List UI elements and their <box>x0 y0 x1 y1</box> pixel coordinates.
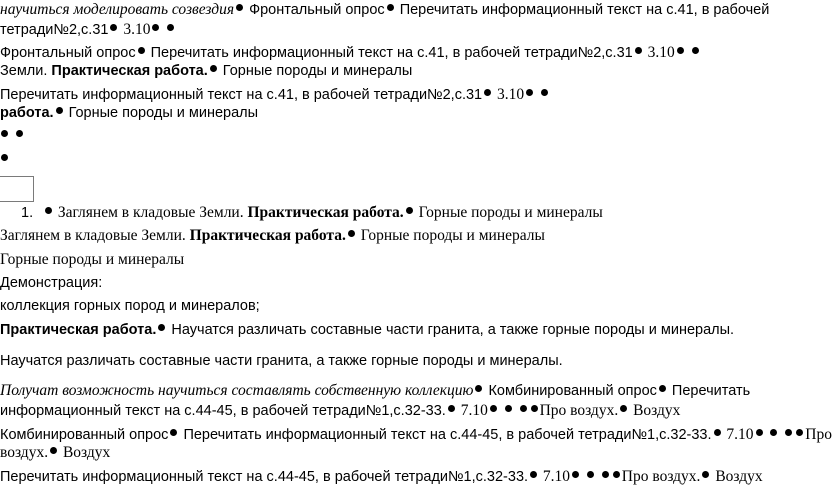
text-line-4 <box>0 61 412 81</box>
practical-work-label: Практическая работа. <box>247 204 404 221</box>
bullet-icon <box>138 47 145 54</box>
bullet-icon <box>677 47 684 54</box>
bullet-icon <box>1 154 8 161</box>
text-fragment: Перечитать информационный текст на с.41, в рабочей тетради№2,с.31 <box>146 45 633 61</box>
bullet-icon <box>541 89 548 96</box>
text-fragment: 7.10 <box>456 402 488 419</box>
text-fragment: Заглянем в кладовые Земли. <box>53 204 248 221</box>
text-fragment: Фронтальный опрос <box>0 45 136 61</box>
practical-work-label: Практическая работа. <box>51 63 208 79</box>
bullet-icon <box>16 130 23 137</box>
bullet-icon <box>635 47 642 54</box>
list-number: 1. <box>21 205 34 221</box>
text-fragment: Воздух <box>59 444 111 461</box>
text-fragment: Перечитать информационный текст на с.44-45, в рабочей тетради№1,с.32-33. <box>179 427 712 443</box>
text-fragment: Перечитать информационный текст на с.44-45, в рабочей тетради№1,с.32-33. <box>0 469 529 485</box>
text-line-19 <box>0 443 110 463</box>
bullet-icon <box>490 405 497 412</box>
bullet-icon <box>170 429 177 436</box>
text-fragment: Воздух <box>629 402 681 419</box>
collection-text: коллекция горных пород и минералов; <box>0 298 260 314</box>
bullet-icon <box>110 24 117 31</box>
practical-work-label: работа. <box>0 105 54 121</box>
bullet-icon <box>796 429 803 436</box>
text-line-14 <box>0 320 734 340</box>
bullet-icon <box>406 207 413 214</box>
text-fragment: Научатся различать составные части гранита, а также горные породы и минералы. <box>167 322 735 338</box>
text-fragment: 3.10 <box>493 86 525 103</box>
text-fragment: Земли. <box>0 63 52 79</box>
bullet-line-7 <box>0 126 25 146</box>
text-fragment: тетради№2,с.31 <box>0 22 109 38</box>
numbered-list-item-1 <box>21 203 603 223</box>
text-line-18 <box>0 425 832 445</box>
bullet-icon <box>531 405 538 412</box>
text-line-1 <box>0 0 769 20</box>
text-fragment: 3.10 <box>643 44 675 61</box>
text-fragment: Заглянем в кладовые Земли. <box>0 227 190 244</box>
bullet-icon <box>45 207 52 214</box>
text-line-3 <box>0 43 701 63</box>
text-fragment: 3.10 <box>119 21 151 38</box>
practical-work-label: Практическая работа. <box>0 322 157 338</box>
bullet-icon <box>520 405 527 412</box>
learning-goal-italic: научиться моделировать созвездия <box>0 1 235 18</box>
text-fragment: Перечитать информационный текст на с.41, в рабочей <box>395 2 770 18</box>
bullet-icon <box>785 429 792 436</box>
bullet-icon <box>587 471 594 478</box>
practical-work-label: Практическая работа. <box>189 227 346 244</box>
text-fragment: Комбинированный опрос <box>484 383 657 399</box>
bullet-icon <box>526 89 533 96</box>
learning-goal-italic: Получат возможность научиться составлять собственную коллекцию <box>0 382 474 399</box>
text-line-13 <box>0 296 260 316</box>
text-fragment: 7.10 <box>722 426 754 443</box>
text-line-17 <box>0 401 680 421</box>
bullet-icon <box>348 230 355 237</box>
text-fragment: Горные породы и минералы <box>356 227 545 244</box>
bullet-icon <box>152 24 159 31</box>
bullet-icon <box>448 405 455 412</box>
text-line-16 <box>0 381 750 401</box>
empty-cell-box <box>0 176 34 202</box>
text-fragment: Горные породы и минералы <box>218 63 413 79</box>
text-fragment: Воздух <box>711 468 763 485</box>
topic-text: Горные породы и минералы <box>0 251 185 268</box>
bullet-icon <box>505 405 512 412</box>
text-fragment: воздух. <box>0 444 49 461</box>
bullet-icon <box>714 429 721 436</box>
text-line-5 <box>0 85 550 105</box>
bullet-icon <box>613 471 620 478</box>
bullet-icon <box>158 324 165 331</box>
bullet-icon <box>602 471 609 478</box>
bullet-icon <box>756 429 763 436</box>
bullet-icon <box>210 65 217 72</box>
bullet-icon <box>56 107 63 114</box>
text-line-10 <box>0 226 545 246</box>
text-fragment: информационный текст на с.44-45, в рабочей тетради№1,с.32-33. <box>0 403 446 419</box>
text-line-12 <box>0 273 102 293</box>
text-fragment: Перечитать <box>667 383 751 399</box>
demonstration-label: Демонстрация: <box>0 275 103 291</box>
text-line-2 <box>0 20 176 40</box>
text-fragment: Горные породы и минералы <box>64 105 259 121</box>
bullet-icon <box>659 385 666 392</box>
bullet-icon <box>236 4 243 11</box>
bullet-icon <box>572 471 579 478</box>
bullet-icon <box>387 4 394 11</box>
bullet-line-8 <box>0 150 10 170</box>
text-fragment: Про воздух. <box>539 402 619 419</box>
bullet-icon <box>620 405 627 412</box>
text-fragment: Про воздух. <box>621 468 701 485</box>
bullet-icon <box>692 47 699 54</box>
bullet-icon <box>484 89 491 96</box>
text-fragment: Перечитать информационный текст на с.41, в рабочей тетради№2,с.31 <box>0 87 483 103</box>
bullet-icon <box>530 471 537 478</box>
bullet-icon <box>1 130 8 137</box>
bullet-icon <box>475 385 482 392</box>
bullet-icon <box>770 429 777 436</box>
text-line-6 <box>0 103 258 123</box>
text-line-15 <box>0 351 563 371</box>
text-fragment: 7.10 <box>539 468 571 485</box>
text-fragment: Комбинированный опрос <box>0 427 169 443</box>
text-fragment: Горные породы и минералы <box>414 204 603 221</box>
text-fragment: Фронтальный опрос <box>245 2 385 18</box>
bullet-icon <box>167 24 174 31</box>
bullet-icon <box>702 471 709 478</box>
text-line-11 <box>0 250 184 270</box>
bullet-icon <box>50 447 57 454</box>
text-fragment: Про <box>805 426 832 443</box>
outcome-text: Научатся различать составные части гранита, а также горные породы и минералы. <box>0 353 563 369</box>
text-line-20 <box>0 467 763 487</box>
